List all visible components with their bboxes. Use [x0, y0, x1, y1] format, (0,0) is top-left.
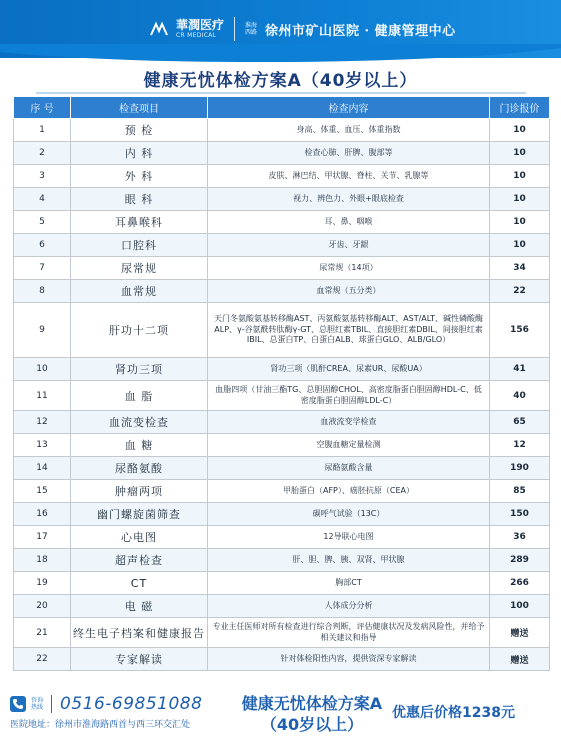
table-row: [14, 358, 550, 381]
row-price: 150: [490, 503, 550, 526]
row-content: 视力、辨色力、外眼+眼底检查: [208, 188, 490, 211]
hotline-row: [10, 694, 202, 714]
row-content: 人体成分分析: [208, 595, 490, 618]
row-price: 10: [490, 119, 550, 142]
row-price: 289: [490, 549, 550, 572]
row-price: 41: [490, 358, 550, 381]
row-content: 血液流变学检查: [208, 411, 490, 434]
row-content: 血脂四项（甘油三酯TG、总胆固醇CHOL、高密度脂蛋白胆固醇HDL-C、低密度脂蛋白胆固醇LDL-C）: [208, 381, 490, 411]
row-number: 10: [14, 358, 71, 381]
row-number: 22: [14, 648, 71, 671]
table-row: [14, 119, 550, 142]
row-price: 65: [490, 411, 550, 434]
table-body: [14, 119, 550, 671]
row-number: 15: [14, 480, 71, 503]
row-number: 1: [14, 119, 71, 142]
row-item: 肿瘤两项: [71, 480, 208, 503]
table-row: [14, 595, 550, 618]
row-content: 专业主任医师对所有检查进行综合判断，评估健康状况及发病风险性，并给予相关建议和指导: [208, 618, 490, 648]
row-price: 85: [490, 480, 550, 503]
table-row: [14, 411, 550, 434]
table-header-row: [14, 97, 550, 119]
table-row: [14, 381, 550, 411]
title-underline: [36, 92, 526, 94]
row-number: 19: [14, 572, 71, 595]
table-row: [14, 434, 550, 457]
row-price: 266: [490, 572, 550, 595]
hotline-tag-top: 咨询: [31, 696, 44, 704]
row-content: 空腹血糖定量检测: [208, 434, 490, 457]
table-row: [14, 618, 550, 648]
row-item: 血常规: [71, 280, 208, 303]
row-item: 尿酪氨酸: [71, 457, 208, 480]
row-content: 尿常规（14项）: [208, 257, 490, 280]
row-item: 终生电子档案和健康报告: [71, 618, 208, 648]
row-content: 尿酪氨酸含量: [208, 457, 490, 480]
table-row: [14, 480, 550, 503]
row-number: 18: [14, 549, 71, 572]
page-title: 健康无忧体检方案A（40岁以上）: [143, 71, 418, 91]
header-logo-group: [150, 14, 456, 44]
row-number: 11: [14, 381, 71, 411]
row-item: 肾功三项: [71, 358, 208, 381]
row-number: 9: [14, 303, 71, 358]
row-content: 天门冬氨酸氨基转移酶AST、丙氨酸氨基转移酶ALT、AST/ALT、碱性磷酸酶ALP、γ-谷氨酰转肽酶γ-GT、总胆红素TBIL、直接胆红素DBIL、间接胆红素IBIL、总蛋白TP、白蛋白ALB、球蛋白GLO、ALB/GLO）: [208, 303, 490, 358]
row-content: 检查心肺、肝脾、腹部等: [208, 142, 490, 165]
row-item: 眼 科: [71, 188, 208, 211]
row-number: 2: [14, 142, 71, 165]
row-price: 10: [490, 142, 550, 165]
table-row: [14, 257, 550, 280]
row-content: 身高、体重、血压、体重指数: [208, 119, 490, 142]
table-row: [14, 234, 550, 257]
hotline-tag-bottom: 热线: [31, 704, 44, 711]
row-content: 肾功三项（肌酐CREA、尿素UR、尿酸UA）: [208, 358, 490, 381]
logo-divider: [234, 17, 235, 41]
row-item: 血流变检查: [71, 411, 208, 434]
row-price: 36: [490, 526, 550, 549]
table-row: [14, 280, 550, 303]
row-price: 12: [490, 434, 550, 457]
table-row: [14, 142, 550, 165]
row-price: 34: [490, 257, 550, 280]
row-content: 血常规（五分类）: [208, 280, 490, 303]
table-row: [14, 457, 550, 480]
row-price: 10: [490, 165, 550, 188]
row-content: 胸部CT: [208, 572, 490, 595]
row-item: 外 科: [71, 165, 208, 188]
header-item: 检查项目: [71, 97, 208, 119]
row-price: 赠送: [490, 618, 550, 648]
row-price: 10: [490, 211, 550, 234]
row-number: 7: [14, 257, 71, 280]
row-number: 17: [14, 526, 71, 549]
row-price: 赠送: [490, 648, 550, 671]
hotline-divider: [51, 695, 52, 713]
row-item: 尿常规: [71, 257, 208, 280]
row-item: 肝功十二项: [71, 303, 208, 358]
table-row: [14, 211, 550, 234]
row-item: CT: [71, 572, 208, 595]
table-row: [14, 648, 550, 671]
hotline-tag: [31, 697, 43, 711]
row-price: 40: [490, 381, 550, 411]
row-item: 心电图: [71, 526, 208, 549]
row-item: 幽门螺旋菌筛查: [71, 503, 208, 526]
table-row: [14, 526, 550, 549]
row-item: 专家解读: [71, 648, 208, 671]
phone-icon: [10, 696, 26, 712]
row-number: 6: [14, 234, 71, 257]
discounted-price: 优惠后价格1238元: [392, 705, 515, 721]
table-row: [14, 503, 550, 526]
row-price: 190: [490, 457, 550, 480]
row-content: 甲胎蛋白（AFP）、癌胚抗原（CEA）: [208, 480, 490, 503]
row-item: 口腔科: [71, 234, 208, 257]
footer-plan-line2: （40岁以上）: [260, 714, 364, 734]
table-row: [14, 303, 550, 358]
cr-medical-logo-icon: [150, 21, 170, 37]
row-content: 碳呼气试验（13C）: [208, 503, 490, 526]
row-content: 针对体检阳性内容，提供资深专家解读: [208, 648, 490, 671]
header-no: 序 号: [14, 97, 71, 119]
row-item: 内 科: [71, 142, 208, 165]
row-number: 4: [14, 188, 71, 211]
row-content: 牙齿、牙龈: [208, 234, 490, 257]
row-item: 电 磁: [71, 595, 208, 618]
brand-name-cn: 華潤医疗: [176, 18, 225, 32]
header-price: 门诊报价: [490, 97, 550, 119]
row-content: 皮肤、淋巴结、甲状腺、脊柱、关节、乳腺等: [208, 165, 490, 188]
hospital-address: 医院地址：徐州市淮海路西首与西三环交汇处: [10, 720, 191, 730]
header-banner: [0, 0, 561, 58]
brand-text: [176, 19, 224, 39]
row-content: 12导联心电图: [208, 526, 490, 549]
row-number: 3: [14, 165, 71, 188]
header-content: 检查内容: [208, 97, 490, 119]
table-row: [14, 549, 550, 572]
footer-plan-title: [237, 694, 387, 736]
location-tag-bottom: 西路: [245, 29, 258, 36]
row-price: 22: [490, 280, 550, 303]
row-item: 预 检: [71, 119, 208, 142]
row-number: 5: [14, 211, 71, 234]
row-number: 16: [14, 503, 71, 526]
row-item: 耳鼻喉科: [71, 211, 208, 234]
row-price: 10: [490, 188, 550, 211]
row-number: 8: [14, 280, 71, 303]
row-number: 14: [14, 457, 71, 480]
brand-name-en: CR MEDICAL: [176, 32, 217, 39]
row-content: 耳、鼻、咽喉: [208, 211, 490, 234]
row-item: 超声检查: [71, 549, 208, 572]
location-tag: [245, 22, 259, 36]
row-content: 肝、胆、脾、胰、双肾、甲状腺: [208, 549, 490, 572]
row-price: 10: [490, 234, 550, 257]
row-number: 21: [14, 618, 71, 648]
table-row: [14, 188, 550, 211]
hotline-number[interactable]: 0516-69851088: [60, 694, 203, 714]
row-number: 12: [14, 411, 71, 434]
footer-plan-line1: 健康无忧体检方案A: [241, 694, 383, 713]
row-number: 13: [14, 434, 71, 457]
row-price: 100: [490, 595, 550, 618]
checkup-plan-table: [13, 96, 550, 671]
header-wave-decoration: [0, 44, 561, 66]
row-item: 血 脂: [71, 381, 208, 411]
row-item: 血 糖: [71, 434, 208, 457]
table-row: [14, 165, 550, 188]
row-price: 156: [490, 303, 550, 358]
hospital-name: 徐州市矿山医院 · 健康管理中心: [265, 23, 456, 39]
table-row: [14, 572, 550, 595]
location-tag-top: 淮海: [245, 21, 258, 29]
row-number: 20: [14, 595, 71, 618]
